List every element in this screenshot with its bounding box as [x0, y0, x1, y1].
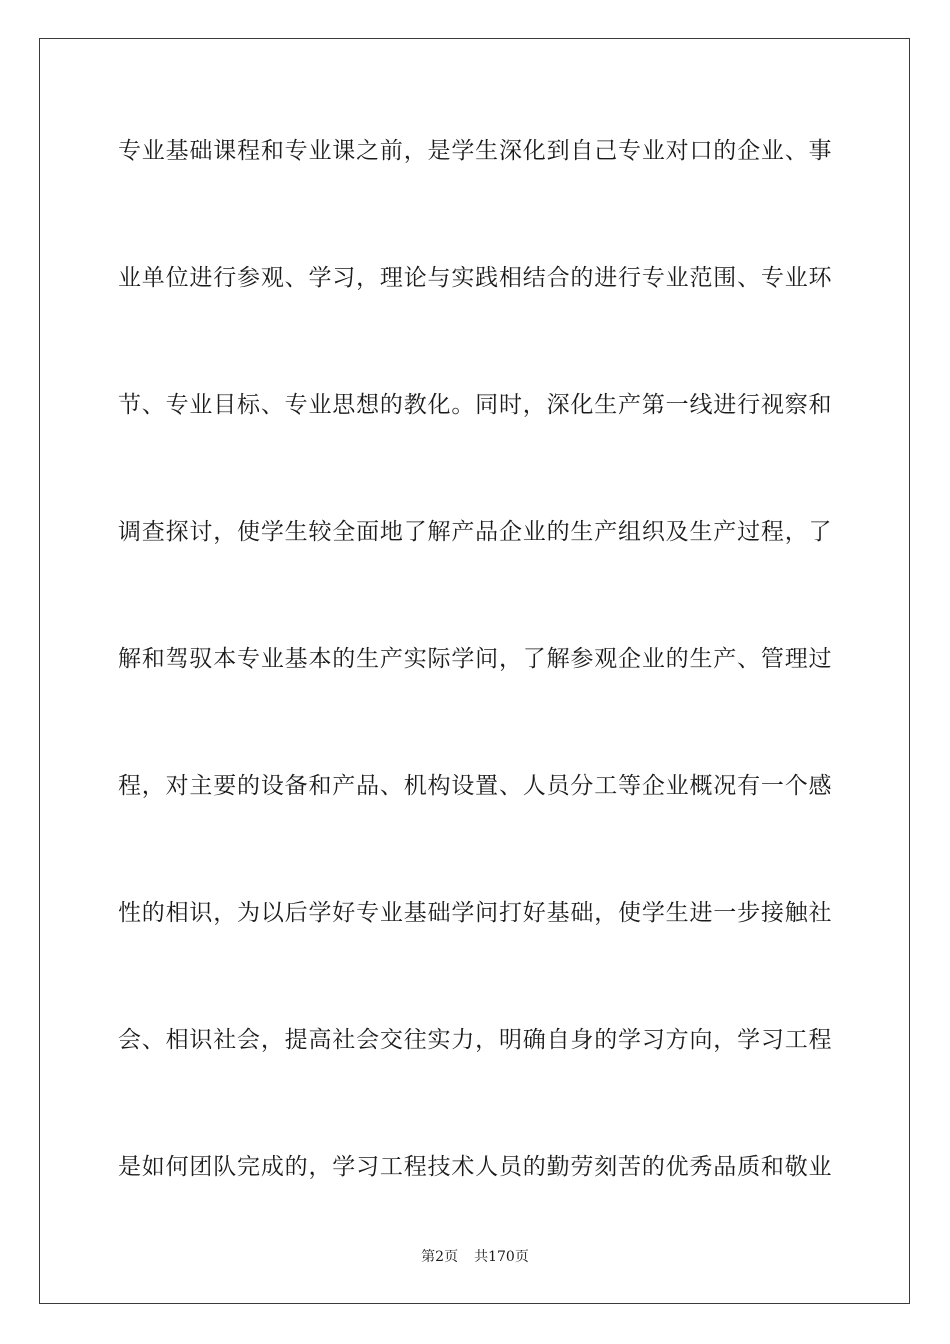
- page-total: 共170页: [474, 1249, 529, 1265]
- body-line: 是如何团队完成的，学习工程技术人员的勤劳刻苦的优秀品质和敬业: [118, 1154, 832, 1180]
- body-line: 会、相识社会，提高社会交往实力，明确自身的学习方向，学习工程: [118, 1027, 832, 1053]
- body-line: 业单位进行参观、学习，理论与实践相结合的进行专业范围、专业环: [118, 265, 832, 291]
- body-line: 性的相识，为以后学好专业基础学问打好基础，使学生进一步接触社: [118, 900, 832, 926]
- body-line: 专业基础课程和专业课之前，是学生深化到自己专业对口的企业、事: [118, 138, 832, 164]
- body-line: 程，对主要的设备和产品、机构设置、人员分工等企业概况有一个感: [118, 773, 832, 799]
- body-line: 解和驾驭本专业基本的生产实际学问，了解参观企业的生产、管理过: [118, 646, 832, 672]
- body-line: 节、专业目标、专业思想的教化。同时，深化生产第一线进行视察和: [118, 392, 832, 418]
- body-line: 调查探讨，使学生较全面地了解产品企业的生产组织及生产过程，了: [118, 519, 832, 545]
- page-number: 第2页: [421, 1249, 459, 1265]
- page-footer: [0, 1246, 950, 1266]
- document-body: [118, 125, 832, 1268]
